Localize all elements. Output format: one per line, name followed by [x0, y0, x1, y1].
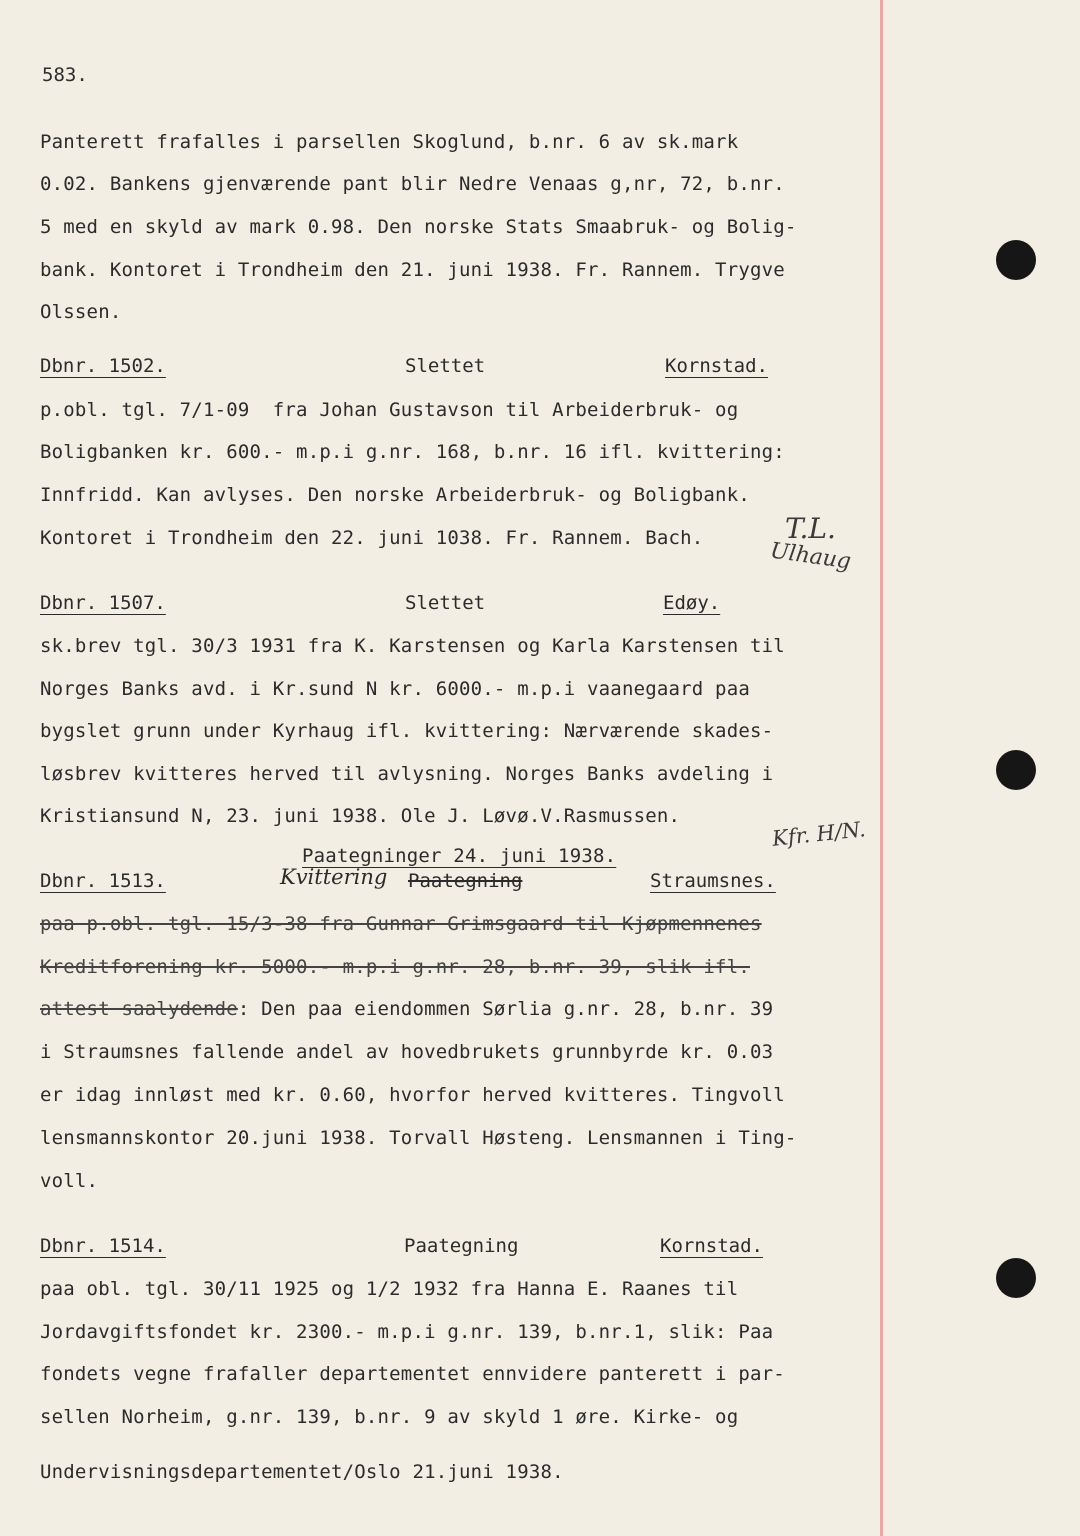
text-line: i Straumsnes fallende andel av hovedbrukets grunnbyrde kr. 0.03	[40, 1041, 774, 1063]
text-line: Kristiansund N, 23. juni 1938. Ole J. Løvø.V.Rasmussen.	[40, 805, 681, 827]
text-line	[40, 997, 773, 1021]
entry-header	[40, 354, 880, 380]
section-header: Paategninger 24. juni 1938.	[302, 845, 617, 867]
handwritten-note: Kfr. H/N.	[771, 817, 867, 851]
text-line: paa obl. tgl. 30/11 1925 og 1/2 1932 fra Hanna E. Raanes til	[40, 1278, 739, 1300]
entry-action: Slettet	[405, 592, 486, 614]
text-line: er idag innløst med kr. 0.60, hvorfor herved kvitteres. Tingvoll	[40, 1084, 785, 1106]
text-line: Innfridd. Kan avlyses. Den norske Arbeiderbruk- og Boligbank.	[40, 484, 750, 506]
text-line: bygslet grunn under Kyrhaug ifl. kvittering: Nærværende skades-	[40, 720, 774, 742]
handwritten-correction: Kvittering	[280, 865, 388, 889]
punch-hole	[996, 240, 1036, 280]
text-line: løsbrev kvitteres herved til avlysning. Norges Banks avdeling i	[40, 763, 774, 785]
handwritten-signature: Ulhaug	[768, 538, 853, 575]
page-number: 583.	[42, 64, 88, 86]
text-line: Kontoret i Trondheim den 22. juni 1038. Fr. Rannem. Bach.	[40, 527, 704, 549]
entry-header	[40, 591, 880, 617]
handwritten-initials: T.L.	[785, 512, 836, 545]
entry-place: Kornstad.	[660, 1235, 763, 1257]
struck-line: paa p.obl. tgl. 15/3-38 fra Gunnar Grimsgaard til Kjøpmennenes	[40, 913, 762, 935]
text-line: Jordavgiftsfondet kr. 2300.- m.p.i g.nr. 139, b.nr.1, slik: Paa	[40, 1321, 774, 1343]
entry-place: Straumsnes.	[650, 870, 776, 892]
text-line: Olssen.	[40, 301, 122, 323]
text-line: Norges Banks avd. i Kr.sund N kr. 6000.- m.p.i vaanegaard paa	[40, 678, 750, 700]
dbnr-label: Dbnr. 1502.	[40, 355, 166, 377]
text-line: voll.	[40, 1170, 99, 1192]
entry-header	[40, 865, 880, 895]
entry-action: Slettet	[405, 355, 486, 377]
text-line: p.obl. tgl. 7/1-09 fra Johan Gustavson til Arbeiderbruk- og	[40, 399, 739, 421]
dbnr-label: Dbnr. 1513.	[40, 870, 166, 892]
text-fragment: : Den paa eiendommen Sørlia g.nr. 28, b.nr. 39	[237, 998, 774, 1020]
struck-line: Kreditforening kr. 5000.- m.p.i g.nr. 28, b.nr. 39, slik ifl.	[40, 956, 750, 978]
text-line: Panterett frafalles i parsellen Skoglund, b.nr. 6 av sk.mark	[40, 131, 739, 153]
text-line: sk.brev tgl. 30/3 1931 fra K. Karstensen og Karla Karstensen til	[40, 635, 785, 657]
dbnr-label: Dbnr. 1514.	[40, 1235, 166, 1257]
entry-place: Kornstad.	[665, 355, 768, 377]
entry-place: Edøy.	[663, 592, 721, 614]
margin-rule	[880, 0, 883, 1536]
text-line: bank. Kontoret i Trondheim den 21. juni 1938. Fr. Rannem. Trygve	[40, 259, 785, 281]
entry-action: Paategning	[404, 1235, 519, 1257]
punch-hole	[996, 1258, 1036, 1298]
struck-word: Paategning	[408, 870, 523, 892]
text-line: Undervisningsdepartementet/Oslo 21.juni 1938.	[40, 1461, 564, 1483]
dbnr-label: Dbnr. 1507.	[40, 592, 166, 614]
text-line: 5 med en skyld av mark 0.98. Den norske Stats Smaabruk- og Bolig-	[40, 216, 797, 238]
entry-header	[40, 1234, 880, 1260]
struck-phrase: attest saalydende	[40, 998, 238, 1020]
punch-hole	[996, 750, 1036, 790]
text-line: fondets vegne frafaller departementet ennvidere panterett i par-	[40, 1363, 785, 1385]
text-line: 0.02. Bankens gjenværende pant blir Nedre Venaas g,nr, 72, b.nr.	[40, 173, 785, 195]
text-line: sellen Norheim, g.nr. 139, b.nr. 9 av skyld 1 øre. Kirke- og	[40, 1406, 739, 1428]
text-line: Boligbanken kr. 600.- m.p.i g.nr. 168, b.nr. 16 ifl. kvittering:	[40, 441, 785, 463]
text-line: lensmannskontor 20.juni 1938. Torvall Høsteng. Lensmannen i Ting-	[40, 1127, 797, 1149]
